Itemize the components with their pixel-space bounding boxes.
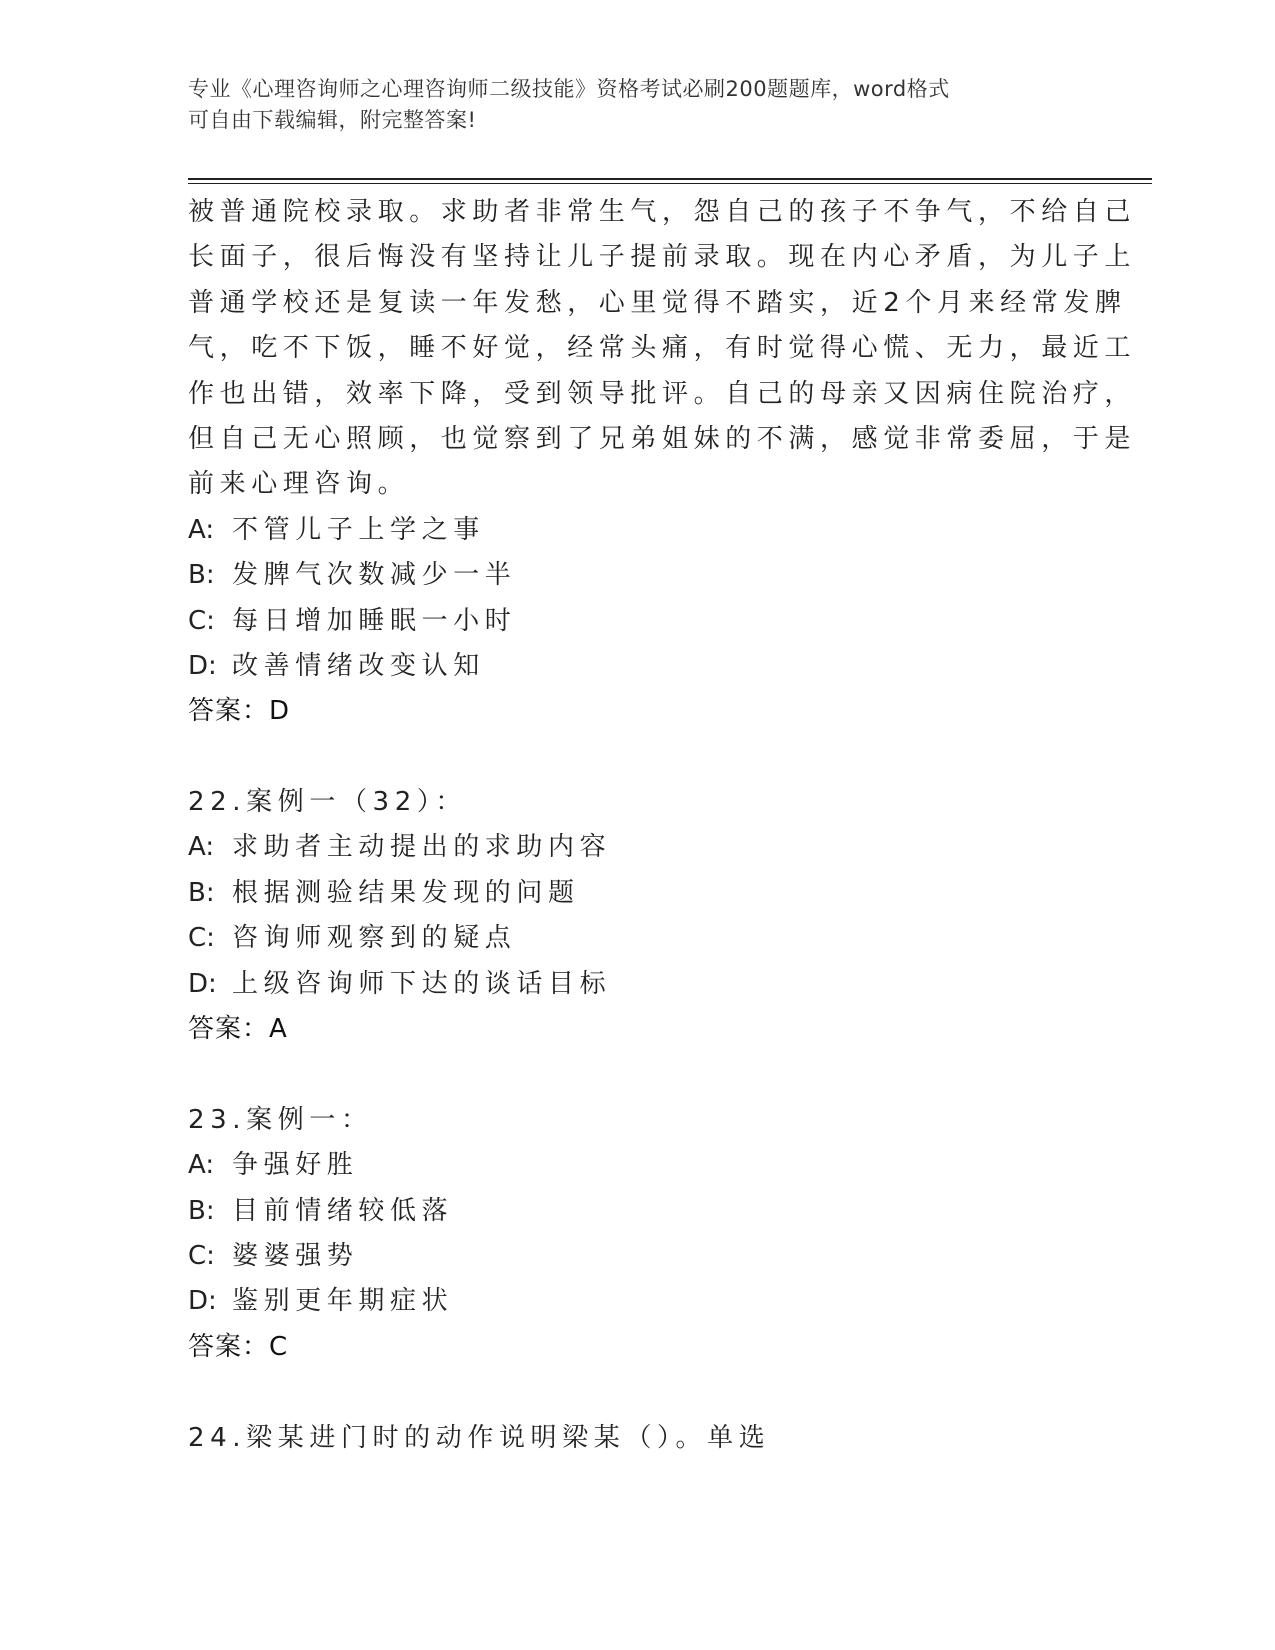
question-24 bbox=[188, 1416, 1088, 1461]
question-title: 23.案例一： bbox=[188, 1104, 373, 1135]
passage-line: 被普通院校录取。求助者非常生气，怨自己的孩子不争气，不给自己 bbox=[188, 197, 1137, 227]
option-d bbox=[188, 962, 1088, 1007]
option-text: 每日增加睡眠一小时 bbox=[232, 605, 517, 636]
option-d bbox=[188, 644, 1088, 689]
answer-line: 答案：C bbox=[188, 1331, 289, 1362]
spacer bbox=[188, 735, 1088, 780]
option-letter: D: bbox=[188, 1286, 217, 1317]
option-letter: C: bbox=[188, 1240, 215, 1271]
option-text: 不管儿子上学之事 bbox=[232, 514, 485, 545]
option-text: 争强好胜 bbox=[232, 1150, 359, 1181]
option-letter: A: bbox=[188, 1150, 215, 1181]
option-text: 鉴别更年期症状 bbox=[232, 1286, 454, 1317]
passage-line: 普通学校还是复读一年发愁，心里觉得不踏实，近2个月来经常发脾 bbox=[188, 287, 1127, 318]
page-header bbox=[188, 74, 1068, 136]
passage-line: 长面子，很后悔没有坚持让儿子提前录取。现在内心矛盾，为儿子上 bbox=[188, 242, 1137, 273]
option-c bbox=[188, 599, 1088, 644]
option-a bbox=[188, 825, 1088, 870]
question-title: 24.梁某进门时的动作说明梁某（）。单选 bbox=[188, 1422, 771, 1453]
option-letter: A: bbox=[188, 832, 215, 863]
option-letter: D: bbox=[188, 650, 217, 681]
option-letter: A: bbox=[188, 514, 215, 545]
option-b bbox=[188, 871, 1088, 916]
option-text: 婆婆强势 bbox=[232, 1240, 359, 1271]
question-22 bbox=[188, 780, 1088, 1052]
spacer bbox=[188, 1370, 1088, 1415]
question-23 bbox=[188, 1098, 1088, 1370]
spacer bbox=[188, 1052, 1088, 1097]
option-letter: B: bbox=[188, 877, 215, 908]
document-body bbox=[188, 190, 1137, 1461]
passage-line: 作也出错，效率下降，受到领导批评。自己的母亲又因病住院治疗， bbox=[188, 378, 1137, 409]
answer-line: 答案：A bbox=[188, 1014, 288, 1045]
option-a bbox=[188, 508, 1088, 553]
option-d bbox=[188, 1279, 1088, 1324]
option-text: 咨询师观察到的疑点 bbox=[232, 923, 517, 954]
option-b bbox=[188, 553, 1088, 598]
option-c bbox=[188, 916, 1088, 961]
option-letter: C: bbox=[188, 605, 215, 636]
passage-line: 前来心理咨询。 bbox=[188, 469, 410, 500]
option-letter: B: bbox=[188, 560, 215, 591]
option-a bbox=[188, 1143, 1088, 1188]
option-letter: D: bbox=[188, 968, 217, 999]
option-text: 改善情绪改变认知 bbox=[232, 650, 485, 681]
option-text: 根据测验结果发现的问题 bbox=[232, 877, 580, 908]
passage-line: 但自己无心照顾，也觉察到了兄弟姐妹的不满，感觉非常委屈，于是 bbox=[188, 423, 1137, 454]
question-21-options bbox=[188, 508, 1088, 735]
option-text: 求助者主动提出的求助内容 bbox=[232, 832, 612, 863]
header-line-1: 专业《心理咨询师之心理咨询师二级技能》资格考试必刷200题题库，word格式 bbox=[188, 77, 950, 101]
option-letter: B: bbox=[188, 1195, 215, 1226]
option-c bbox=[188, 1234, 1088, 1279]
option-letter: C: bbox=[188, 923, 215, 954]
case-passage bbox=[188, 190, 1137, 508]
passage-line: 气，吃不下饭，睡不好觉，经常头痛，有时觉得心慌、无力，最近工 bbox=[188, 333, 1137, 364]
question-title: 22.案例一（32）： bbox=[188, 787, 468, 818]
option-text: 上级咨询师下达的谈话目标 bbox=[232, 968, 612, 999]
answer-line: 答案：D bbox=[188, 696, 291, 727]
option-text: 发脾气次数减少一半 bbox=[232, 560, 517, 591]
header-rule-thin bbox=[188, 183, 1152, 184]
header-line-2: 可自由下载编辑，附完整答案! bbox=[188, 108, 477, 132]
option-text: 目前情绪较低落 bbox=[232, 1195, 454, 1226]
header-rule-thick bbox=[188, 178, 1152, 180]
option-b bbox=[188, 1189, 1088, 1234]
